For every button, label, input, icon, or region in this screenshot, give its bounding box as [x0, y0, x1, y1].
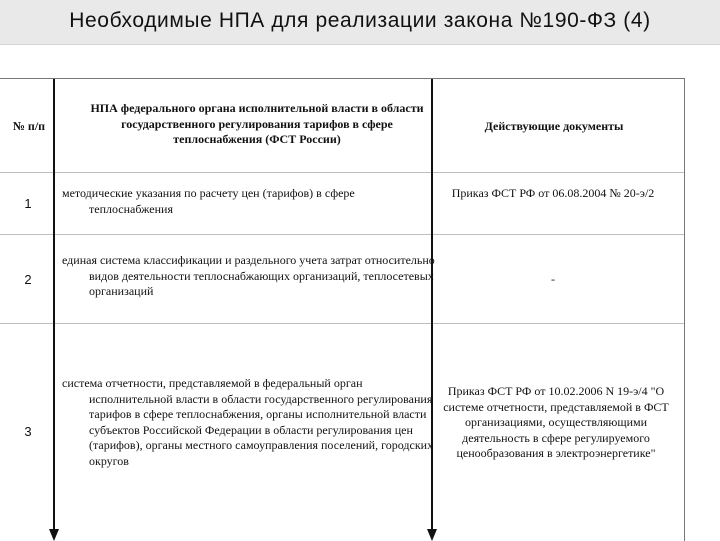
title-bar [0, 0, 720, 45]
row-1-docs: Приказ ФСТ РФ от 06.08.2004 № 20-э/2 [451, 186, 655, 200]
row-2-npa: единая система классификации и раздельного учета затрат относительно видов деятельности теплоснабжающих организаций, теплосетевых организаций [62, 253, 435, 298]
row-3-docs: Приказ ФСТ РФ от 10.02.2006 N 19-э/4 "О системе отчетности, представляемой в ФСТ организациями, осуществляющими деятельность в сфере регулируемого ценообразования в электроэнергетике" [443, 384, 669, 460]
arrow-down-icon [427, 529, 437, 541]
header-num: № п/п [12, 119, 46, 133]
row-divider [0, 323, 684, 324]
row-2-num: 2 [24, 272, 32, 287]
row-3-npa: система отчетности, представляемой в федеральный орган исполнительной власти в области государственного регулирования тарифов в сфере теплоснабжения, органы исполнительной власти субъектов Российской Федерации в области регулирования цен (тарифов), органы местного самоуправления поселений, городских округов [62, 376, 434, 468]
row-divider [0, 172, 684, 173]
row-1-num: 1 [24, 196, 32, 211]
column-divider-1 [53, 79, 55, 531]
header-docs: Действующие документы [484, 119, 624, 133]
row-1-npa: методические указания по расчету цен (тарифов) в сфере теплоснабжения [62, 186, 355, 216]
header-npa: НПА федерального органа исполнительной власти в области государственного регулирования тарифов в сфере теплоснабжения (ФСТ России) [90, 101, 424, 146]
row-2-docs: - [551, 272, 555, 286]
row-divider [0, 234, 684, 235]
row-3-num: 3 [24, 424, 32, 439]
slide-title: Необходимые НПА для реализации закона №190-ФЗ (4) [69, 9, 651, 32]
arrow-down-icon [49, 529, 59, 541]
npa-table [0, 78, 685, 541]
